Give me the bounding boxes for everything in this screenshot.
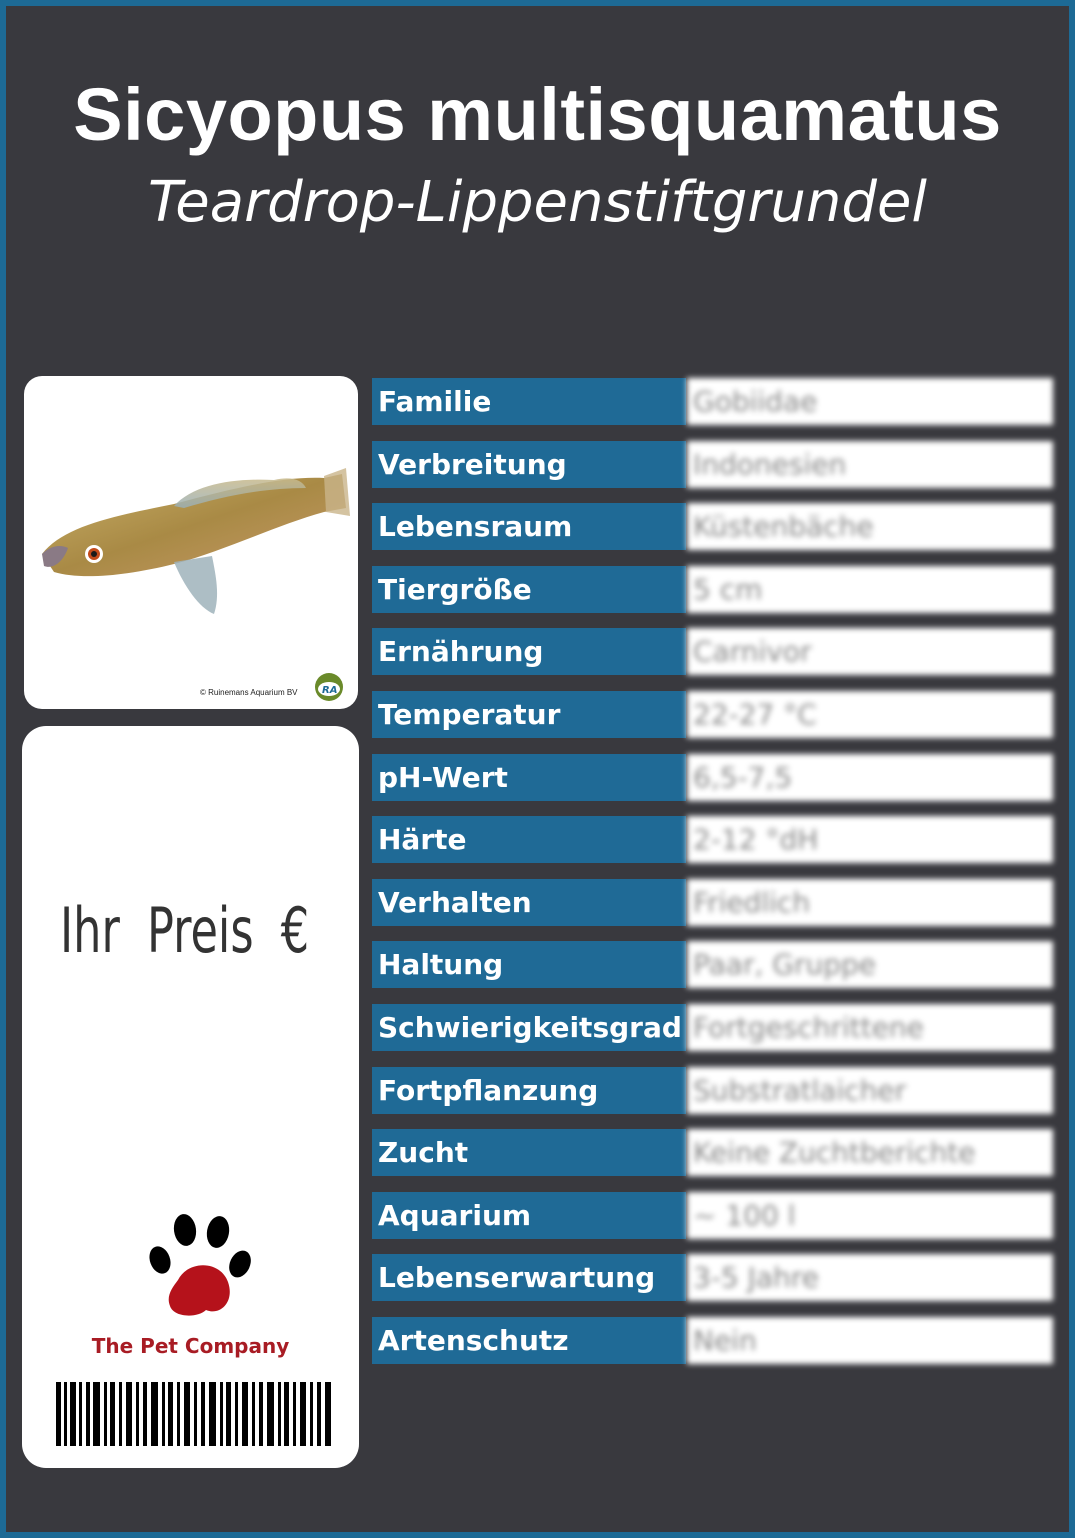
- photo-credit: © Ruinemans Aquarium BV: [200, 688, 298, 697]
- fact-label: pH-Wert: [372, 754, 686, 801]
- fact-value: Indonesien: [687, 441, 1053, 488]
- svg-text:RA: RA: [322, 685, 338, 696]
- fact-value: 2-12 °dH: [687, 816, 1053, 863]
- price-panel: [22, 726, 359, 1468]
- fact-value: 22-27 °C: [687, 691, 1053, 738]
- fact-value: Küstenbäche: [687, 503, 1053, 550]
- fact-value: Fortgeschrittene: [687, 1004, 1053, 1051]
- fact-label: Tiergröße: [372, 566, 686, 613]
- fact-label: Lebensraum: [372, 503, 686, 550]
- fact-label: Fortpflanzung: [372, 1067, 686, 1114]
- fish-image: [24, 376, 358, 709]
- fact-label: Verhalten: [372, 879, 686, 926]
- barcode-icon: [56, 1382, 332, 1446]
- fact-row: [372, 1192, 1053, 1239]
- fact-row: [372, 879, 1053, 926]
- fact-row: [372, 1317, 1053, 1364]
- fact-row: [372, 566, 1053, 613]
- fact-row: [372, 1129, 1053, 1176]
- species-common-name: Teardrop-Lippenstiftgrundel: [148, 170, 927, 235]
- fact-value: 5 cm: [687, 566, 1053, 613]
- fact-row: [372, 816, 1053, 863]
- fact-value: Gobiidae: [687, 378, 1053, 425]
- fact-row: [372, 503, 1053, 550]
- fact-row: [372, 378, 1053, 425]
- fact-value: Keine Zuchtberichte: [687, 1129, 1053, 1176]
- fact-label: Schwierigkeitsgrad: [372, 1004, 686, 1051]
- fact-label: Lebenserwartung: [372, 1254, 686, 1301]
- fact-value: Nein: [687, 1317, 1053, 1364]
- fact-value: Friedlich: [687, 879, 1053, 926]
- fact-row: [372, 1254, 1053, 1301]
- fact-value: ~ 100 l: [687, 1192, 1053, 1239]
- company-name: The Pet Company: [91, 1334, 290, 1358]
- fact-label: Verbreitung: [372, 441, 686, 488]
- paw-logo-icon: [140, 1210, 260, 1330]
- fact-row: [372, 941, 1053, 988]
- fact-row: [372, 1004, 1053, 1051]
- fish-photo-panel: [24, 376, 358, 709]
- price-label: Ihr Preis €: [60, 894, 310, 967]
- fact-label: Härte: [372, 816, 686, 863]
- ruinemans-logo-icon: [314, 672, 344, 702]
- fact-value: Substratlaicher: [687, 1067, 1053, 1114]
- fact-value: Paar, Gruppe: [687, 941, 1053, 988]
- fact-value: 6,5-7,5: [687, 754, 1053, 801]
- fact-row: [372, 1067, 1053, 1114]
- fact-label: Zucht: [372, 1129, 686, 1176]
- fact-value: Carnivor: [687, 628, 1053, 675]
- fact-value: 3-5 Jahre: [687, 1254, 1053, 1301]
- fact-label: Haltung: [372, 941, 686, 988]
- fact-label: Temperatur: [372, 691, 686, 738]
- species-scientific-name: Sicyopus multisquamatus: [73, 73, 1002, 156]
- fact-label: Ernährung: [372, 628, 686, 675]
- fact-row: [372, 754, 1053, 801]
- fact-label: Aquarium: [372, 1192, 686, 1239]
- fact-label: Artenschutz: [372, 1317, 686, 1364]
- fact-row: [372, 441, 1053, 488]
- fact-row: [372, 691, 1053, 738]
- fact-row: [372, 628, 1053, 675]
- fact-label: Familie: [372, 378, 686, 425]
